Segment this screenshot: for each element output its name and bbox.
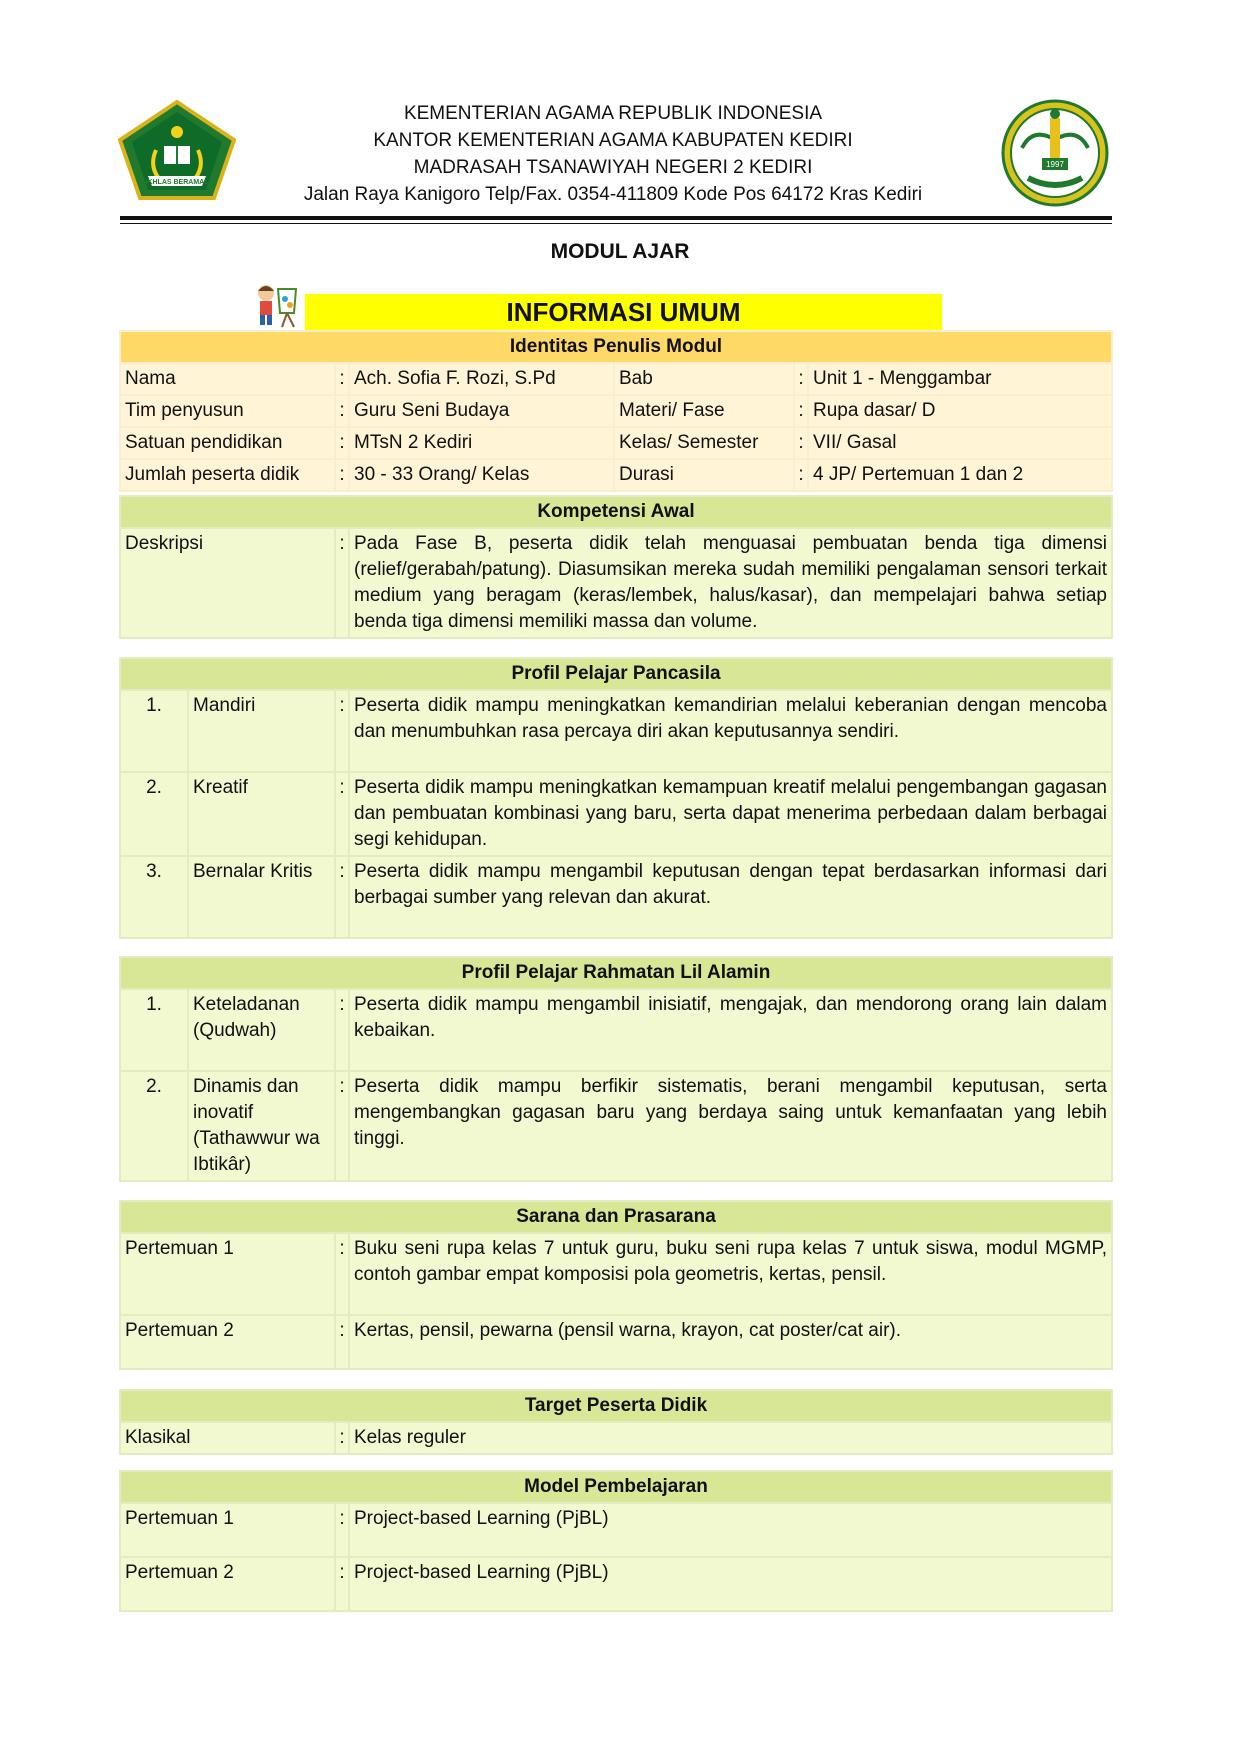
table-row — [120, 1233, 1112, 1315]
kemenag-logo — [118, 100, 236, 200]
colon: : — [335, 856, 349, 938]
item-number: 2. — [120, 1071, 188, 1181]
field-label: Nama — [120, 363, 335, 395]
facilities-table — [119, 1200, 1113, 1370]
field-value: Kelas reguler — [349, 1422, 1112, 1454]
colon: : — [335, 1071, 349, 1181]
field-value: Project-based Learning (PjBL) — [349, 1503, 1112, 1557]
document-title: MODUL AJAR — [550, 240, 690, 263]
field-value: Buku seni rupa kelas 7 untuk guru, buku seni rupa kelas 7 untuk siswa, modul MGMP, contoh gambar empat komposisi pola geometris, kertas, pensil. — [349, 1233, 1112, 1315]
field-label: Bab — [614, 363, 794, 395]
item-label: Kreatif — [188, 772, 335, 856]
table-row — [120, 1557, 1112, 1611]
field-label: Pertemuan 2 — [120, 1315, 335, 1369]
item-label: Mandiri — [188, 690, 335, 772]
table-row — [120, 1315, 1112, 1369]
colon: : — [335, 1557, 349, 1611]
item-number: 3. — [120, 856, 188, 938]
rahmatan-heading: Profil Pelajar Rahmatan Lil Alamin — [120, 957, 1112, 989]
office-name: KANTOR KEMENTERIAN AGAMA KABUPATEN KEDIRI — [373, 130, 853, 151]
table-row — [120, 395, 1112, 427]
field-value: Unit 1 - Menggambar — [808, 363, 1112, 395]
field-label: Tim penyusun — [120, 395, 335, 427]
colon: : — [335, 427, 349, 459]
field-label: Pertemuan 1 — [120, 1233, 335, 1315]
table-row — [120, 427, 1112, 459]
school-address: Jalan Raya Kanigoro Telp/Fax. 0354-411809 Kode Pos 64172 Kras Kediri — [303, 184, 923, 205]
pancasila-heading: Profil Pelajar Pancasila — [120, 658, 1112, 690]
field-label: Durasi — [614, 459, 794, 491]
table-row — [120, 528, 1112, 638]
table-row — [120, 989, 1112, 1071]
logo-year: 1997 — [1046, 160, 1064, 169]
field-label: Klasikal — [120, 1422, 335, 1454]
table-row — [120, 1422, 1112, 1454]
ministry-name: KEMENTERIAN AGAMA REPUBLIK INDONESIA — [403, 103, 823, 124]
colon: : — [794, 459, 808, 491]
item-description: Peserta didik mampu mengambil inisiatif, mengajak, dan mendorong orang lain dalam kebaikan. — [349, 989, 1112, 1071]
author-identity-table — [119, 330, 1113, 492]
field-value: Rupa dasar/ D — [808, 395, 1112, 427]
colon: : — [335, 1315, 349, 1369]
table-row — [120, 1503, 1112, 1557]
item-label: Dinamis dan inovatif (Tathawwur wa Ibtikâr) — [188, 1071, 335, 1181]
target-heading: Target Peserta Didik — [120, 1390, 1112, 1422]
header-rule-thick — [120, 216, 1112, 220]
table-row — [120, 856, 1112, 938]
field-value: VII/ Gasal — [808, 427, 1112, 459]
item-number: 1. — [120, 989, 188, 1071]
section-banner: INFORMASI UMUM — [305, 294, 942, 330]
table-row — [120, 772, 1112, 856]
item-label: Keteladanan (Qudwah) — [188, 989, 335, 1071]
field-value: Kertas, pensil, pewarna (pensil warna, krayon, cat poster/cat air). — [349, 1315, 1112, 1369]
item-description: Peserta didik mampu meningkatkan kemampuan kreatif melalui pengembangan gagasan dan pembuatan kombinasi yang baru, serta dapat menerima perbedaan dalam berbagai segi kehidupan. — [349, 772, 1112, 856]
field-value: Guru Seni Budaya — [349, 395, 614, 427]
rahmatan-profile-table — [119, 956, 1113, 1182]
colon: : — [335, 690, 349, 772]
field-label: Materi/ Fase — [614, 395, 794, 427]
colon: : — [335, 772, 349, 856]
field-value: 30 - 33 Orang/ Kelas — [349, 459, 614, 491]
colon: : — [794, 427, 808, 459]
item-description: Peserta didik mampu berfikir sistematis, berani mengambil keputusan, serta mengembangkan gagasan baru yang berdaya saing untuk kemanfaatan yang lebih tinggi. — [349, 1071, 1112, 1181]
field-value: 4 JP/ Pertemuan 1 dan 2 — [808, 459, 1112, 491]
field-label: Kelas/ Semester — [614, 427, 794, 459]
competency-heading: Kompetensi Awal — [120, 496, 1112, 528]
colon: : — [335, 989, 349, 1071]
colon: : — [335, 459, 349, 491]
madrasah-logo — [1000, 98, 1110, 208]
pancasila-profile-table — [119, 657, 1113, 939]
competency-description: Pada Fase B, peserta didik telah menguasai pembuatan benda tiga dimensi (relief/gerabah/patung). Diasumsikan mereka sudah memiliki pengalaman sensori terkait medium yang beragam (keras/lembek, halus/kasar), dan mempelajari bahwa setiap benda tiga dimensi memiliki massa dan volume. — [349, 528, 1112, 638]
colon: : — [335, 528, 349, 638]
table-row — [120, 1071, 1112, 1181]
item-number: 1. — [120, 690, 188, 772]
logo-motto: IKHLAS BERAMAL — [145, 179, 209, 186]
model-heading: Model Pembelajaran — [120, 1471, 1112, 1503]
field-value: Ach. Sofia F. Rozi, S.Pd — [349, 363, 614, 395]
table-row — [120, 459, 1112, 491]
target-students-table — [119, 1389, 1113, 1455]
field-label: Satuan pendidikan — [120, 427, 335, 459]
field-label: Deskripsi — [120, 528, 335, 638]
identity-heading: Identitas Penulis Modul — [120, 331, 1112, 363]
field-label: Jumlah peserta didik — [120, 459, 335, 491]
table-row — [120, 690, 1112, 772]
item-label: Bernalar Kritis — [188, 856, 335, 938]
header-rule-thin — [120, 223, 1112, 224]
item-description: Peserta didik mampu mengambil keputusan dengan tepat berdasarkan informasi dari berbagai sumber yang relevan dan akurat. — [349, 856, 1112, 938]
item-number: 2. — [120, 772, 188, 856]
field-label: Pertemuan 2 — [120, 1557, 335, 1611]
learning-model-table — [119, 1470, 1113, 1612]
field-label: Pertemuan 1 — [120, 1503, 335, 1557]
colon: : — [335, 1422, 349, 1454]
facilities-heading: Sarana dan Prasarana — [120, 1201, 1112, 1233]
field-value: MTsN 2 Kediri — [349, 427, 614, 459]
colon: : — [335, 1233, 349, 1315]
painter-clipart-icon — [252, 283, 300, 329]
colon: : — [335, 395, 349, 427]
school-name: MADRASAH TSANAWIYAH NEGERI 2 KEDIRI — [413, 157, 813, 178]
colon: : — [335, 363, 349, 395]
colon: : — [794, 395, 808, 427]
letterhead — [258, 100, 968, 208]
colon: : — [794, 363, 808, 395]
item-description: Peserta didik mampu meningkatkan kemandirian melalui keberanian dengan mencoba dan menumbuhkan rasa percaya diri akan keputusannya sendiri. — [349, 690, 1112, 772]
table-row — [120, 363, 1112, 395]
colon: : — [335, 1503, 349, 1557]
initial-competency-table — [119, 495, 1113, 639]
field-value: Project-based Learning (PjBL) — [349, 1557, 1112, 1611]
